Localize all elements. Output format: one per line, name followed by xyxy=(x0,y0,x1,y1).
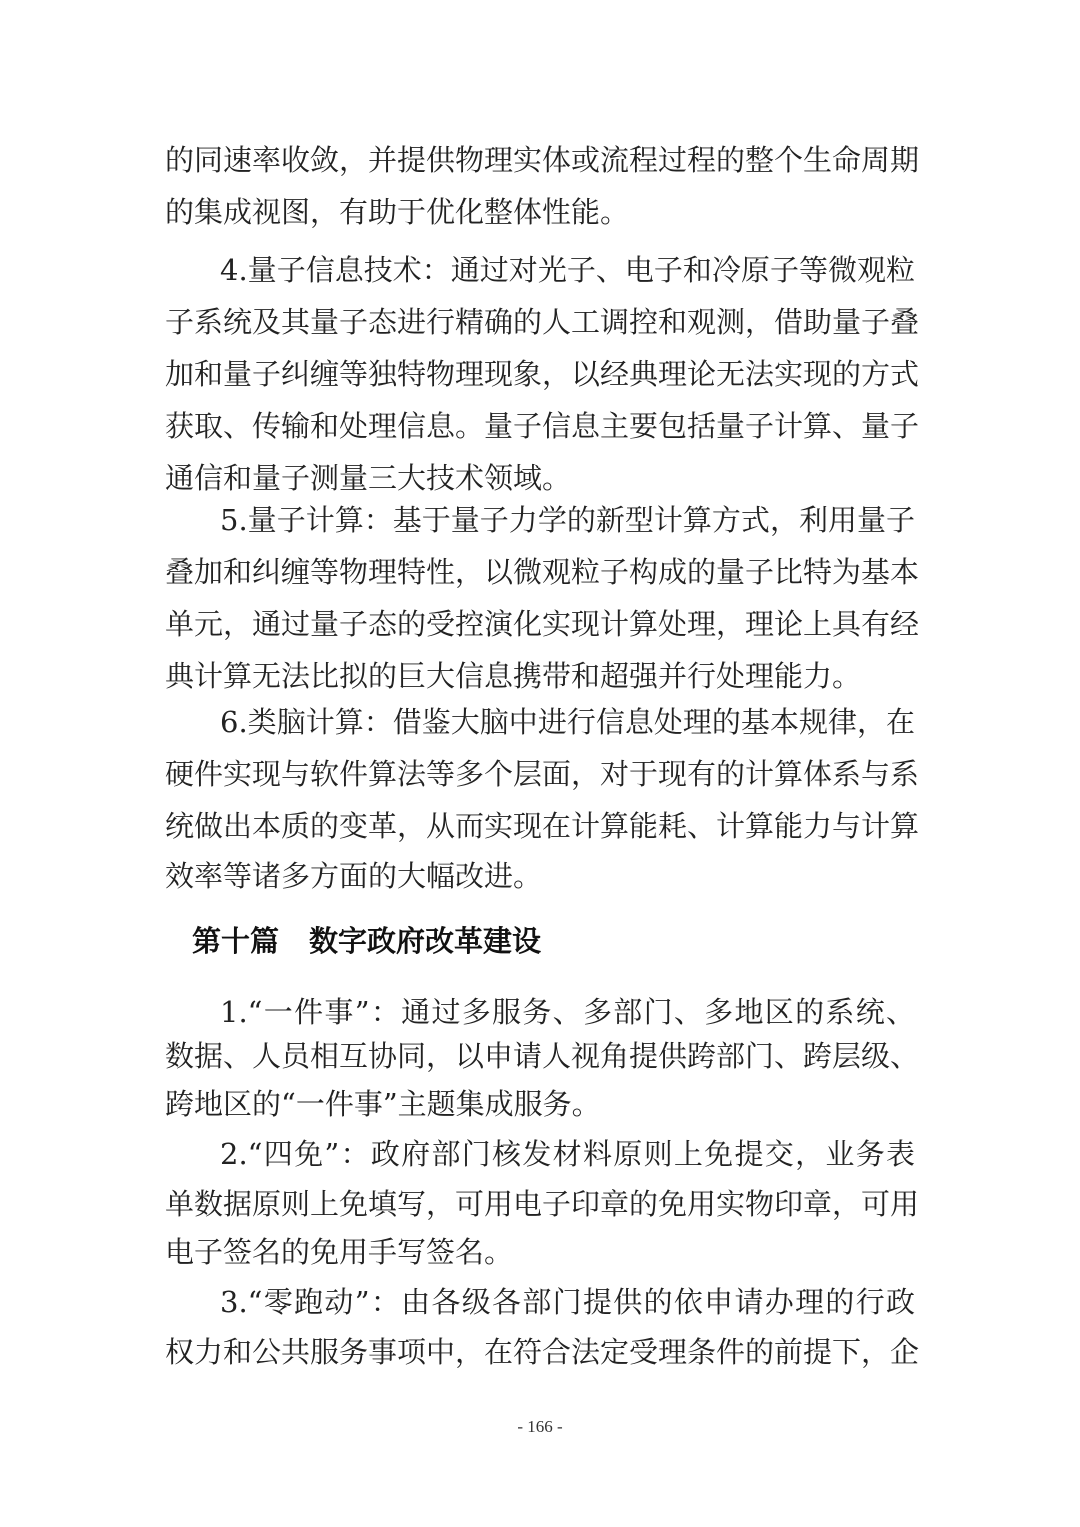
paragraph-line: 的集成视图，有助于优化整体性能。 xyxy=(165,195,630,229)
item-4-line: 4.量子信息技术：通过对光子、电子和冷原子等微观粒 xyxy=(220,253,915,287)
item-4-line: 子系统及其量子态进行精确的人工调控和观测，借助量子叠 xyxy=(165,305,920,339)
item-1-line: 数据、人员相互协同，以申请人视角提供跨部门、跨层级、 xyxy=(165,1039,920,1073)
item-1-line: 1.“一件事”：通过多服务、多部门、多地区的系统、 xyxy=(220,995,915,1029)
item-6-line: 6.类脑计算：借鉴大脑中进行信息处理的基本规律，在 xyxy=(220,705,915,739)
paragraph-line: 的同速率收敛，并提供物理实体或流程过程的整个生命周期 xyxy=(165,143,920,177)
item-5-line: 典计算无法比拟的巨大信息携带和超强并行处理能力。 xyxy=(165,659,862,693)
item-2-line: 2.“四免”：政府部门核发材料原则上免提交，业务表 xyxy=(220,1137,915,1171)
item-5-line: 单元，通过量子态的受控演化实现计算处理，理论上具有经 xyxy=(165,607,920,641)
item-6-line: 硬件实现与软件算法等多个层面，对于现有的计算体系与系 xyxy=(165,757,920,791)
item-2-line: 电子签名的免用手写签名。 xyxy=(165,1235,514,1269)
item-4-line: 获取、传输和处理信息。量子信息主要包括量子计算、量子 xyxy=(165,409,920,443)
section-title: 数字政府改革建设 xyxy=(309,924,542,958)
page-number: - 166 - xyxy=(517,1417,563,1436)
item-6-line: 效率等诸多方面的大幅改进。 xyxy=(165,859,543,893)
item-4-line: 加和量子纠缠等独特物理现象，以经典理论无法实现的方式 xyxy=(165,357,920,391)
item-4-line: 通信和量子测量三大技术领域。 xyxy=(165,461,572,495)
item-3-line: 3.“零跑动”：由各级各部门提供的依申请办理的行政 xyxy=(220,1285,915,1319)
item-3-line: 权力和公共服务事项中，在符合法定受理条件的前提下，企 xyxy=(165,1335,920,1369)
item-5-line: 5.量子计算：基于量子力学的新型计算方式，利用量子 xyxy=(220,503,915,537)
section-heading xyxy=(192,917,541,965)
section-part-label: 第十篇 xyxy=(192,924,280,958)
item-2-line: 单数据原则上免填写，可用电子印章的免用实物印章，可用 xyxy=(165,1187,920,1221)
item-5-line: 叠加和纠缠等物理特性，以微观粒子构成的量子比特为基本 xyxy=(165,555,920,589)
item-1-line: 跨地区的“一件事”主题集成服务。 xyxy=(165,1087,601,1121)
item-6-line: 统做出本质的变革，从而实现在计算能耗、计算能力与计算 xyxy=(165,809,920,843)
